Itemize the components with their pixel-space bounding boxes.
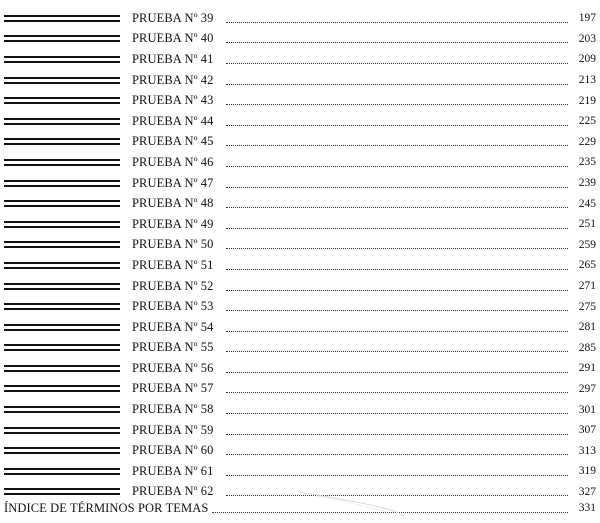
double-rule	[4, 77, 120, 84]
entry-page-number: 225	[578, 115, 596, 128]
rule-line	[4, 308, 120, 310]
dot-leader	[226, 84, 568, 85]
rule-line	[4, 411, 120, 413]
double-rule	[4, 344, 120, 351]
entry-label: PRUEBA Nº 46	[132, 154, 214, 169]
entry-label: PRUEBA Nº 61	[132, 463, 214, 478]
entry-label: PRUEBA Nº 39	[132, 10, 214, 25]
entry-label: PRUEBA Nº 57	[132, 381, 214, 396]
rule-line	[4, 344, 120, 346]
dot-leader	[226, 413, 568, 414]
entry-label: PRUEBA Nº 43	[132, 93, 214, 108]
toc-entry	[0, 338, 600, 359]
toc-entry	[0, 399, 600, 420]
entry-page-number: 197	[578, 12, 596, 25]
double-rule	[4, 241, 120, 248]
entry-label: PRUEBA Nº 62	[132, 484, 214, 499]
rule-line	[4, 365, 120, 367]
entry-page-number: 203	[578, 32, 596, 45]
dot-leader	[226, 166, 568, 167]
toc-entry	[0, 440, 600, 461]
rule-line	[4, 385, 120, 387]
entry-label: PRUEBA Nº 47	[132, 175, 214, 190]
toc-entry	[0, 132, 600, 153]
index-label: ÍNDICE DE TÉRMINOS POR TEMAS	[4, 500, 209, 515]
double-rule	[4, 15, 120, 22]
toc-entry	[0, 173, 600, 194]
rule-line	[4, 35, 120, 37]
dot-leader	[226, 125, 568, 126]
rule-line	[4, 473, 120, 475]
rule-line	[4, 241, 120, 243]
entry-label: PRUEBA Nº 58	[132, 402, 214, 417]
entry-page-number: 219	[578, 94, 596, 107]
entry-page-number: 209	[578, 53, 596, 66]
entry-label: PRUEBA Nº 44	[132, 113, 214, 128]
rule-line	[4, 20, 120, 22]
rule-line	[4, 390, 120, 392]
double-rule	[4, 303, 120, 310]
toc-entry	[0, 29, 600, 50]
dot-leader	[212, 512, 568, 513]
dot-leader	[226, 248, 568, 249]
dot-leader	[226, 392, 568, 393]
double-rule	[4, 427, 120, 434]
rule-line	[4, 15, 120, 17]
toc-entry	[0, 461, 600, 482]
dot-leader	[226, 145, 568, 146]
rule-line	[4, 40, 120, 42]
rule-line	[4, 324, 120, 326]
dot-leader	[226, 290, 568, 291]
double-rule	[4, 221, 120, 228]
entry-label: PRUEBA Nº 51	[132, 257, 214, 272]
entry-page-number: 275	[578, 300, 596, 313]
rule-line	[4, 185, 120, 187]
toc-entry	[0, 111, 600, 132]
index-page-number: 331	[578, 502, 596, 514]
double-rule	[4, 97, 120, 104]
entry-label: PRUEBA Nº 41	[132, 51, 214, 66]
dot-leader	[226, 42, 568, 43]
rule-line	[4, 159, 120, 161]
toc-entry	[0, 8, 600, 29]
entry-label: PRUEBA Nº 45	[132, 134, 214, 149]
double-rule	[4, 56, 120, 63]
rule-line	[4, 432, 120, 434]
dot-leader	[226, 475, 568, 476]
toc-entry	[0, 420, 600, 441]
rule-line	[4, 97, 120, 99]
dot-leader	[226, 372, 568, 373]
rule-line	[4, 329, 120, 331]
double-rule	[4, 159, 120, 166]
dot-leader	[226, 269, 568, 270]
toc-entry	[0, 235, 600, 256]
rule-line	[4, 406, 120, 408]
rule-line	[4, 180, 120, 182]
dot-leader	[226, 187, 568, 188]
entry-label: PRUEBA Nº 59	[132, 422, 214, 437]
entry-label: PRUEBA Nº 56	[132, 360, 214, 375]
dot-leader	[226, 434, 568, 435]
toc-entry	[0, 214, 600, 235]
double-rule	[4, 488, 120, 495]
dot-leader	[226, 454, 568, 455]
rule-line	[4, 288, 120, 290]
toc-list	[0, 8, 600, 502]
rule-line	[4, 246, 120, 248]
entry-page-number: 301	[578, 403, 596, 416]
entry-page-number: 291	[578, 362, 596, 375]
toc-entry	[0, 296, 600, 317]
entry-label: PRUEBA Nº 53	[132, 299, 214, 314]
double-rule	[4, 324, 120, 331]
toc-entry	[0, 193, 600, 214]
rule-line	[4, 493, 120, 495]
toc-entry	[0, 70, 600, 91]
entry-page-number: 265	[578, 259, 596, 272]
toc-entry	[0, 90, 600, 111]
rule-line	[4, 427, 120, 429]
dot-leader	[226, 22, 568, 23]
rule-line	[4, 118, 120, 120]
dot-leader	[226, 228, 568, 229]
rule-line	[4, 447, 120, 449]
rule-line	[4, 138, 120, 140]
entry-label: PRUEBA Nº 60	[132, 443, 214, 458]
entry-label: PRUEBA Nº 40	[132, 31, 214, 46]
double-rule	[4, 447, 120, 454]
toc-entry	[0, 152, 600, 173]
toc-entry	[0, 49, 600, 70]
entry-page-number: 239	[578, 177, 596, 190]
entry-page-number: 235	[578, 156, 596, 169]
entry-page-number: 285	[578, 341, 596, 354]
entry-label: PRUEBA Nº 54	[132, 319, 214, 334]
rule-line	[4, 123, 120, 125]
rule-line	[4, 488, 120, 490]
entry-page-number: 259	[578, 238, 596, 251]
double-rule	[4, 200, 120, 207]
toc-index-row	[0, 498, 600, 518]
entry-page-number: 313	[578, 444, 596, 457]
double-rule	[4, 35, 120, 42]
rule-line	[4, 77, 120, 79]
entry-label: PRUEBA Nº 48	[132, 196, 214, 211]
rule-line	[4, 226, 120, 228]
entry-label: PRUEBA Nº 49	[132, 216, 214, 231]
rule-line	[4, 56, 120, 58]
rule-line	[4, 452, 120, 454]
toc-entry	[0, 317, 600, 338]
entry-page-number: 245	[578, 197, 596, 210]
rule-line	[4, 205, 120, 207]
toc-entry	[0, 276, 600, 297]
toc-entry	[0, 255, 600, 276]
dot-leader	[226, 331, 568, 332]
double-rule	[4, 468, 120, 475]
toc-entry	[0, 379, 600, 400]
entry-page-number: 327	[578, 485, 596, 498]
rule-line	[4, 221, 120, 223]
double-rule	[4, 180, 120, 187]
rule-line	[4, 370, 120, 372]
rule-line	[4, 468, 120, 470]
dot-leader	[226, 351, 568, 352]
rule-line	[4, 143, 120, 145]
rule-line	[4, 61, 120, 63]
entry-page-number: 271	[578, 280, 596, 293]
rule-line	[4, 262, 120, 264]
rule-line	[4, 200, 120, 202]
rule-line	[4, 349, 120, 351]
double-rule	[4, 406, 120, 413]
toc-entry	[0, 358, 600, 379]
double-rule	[4, 385, 120, 392]
dot-leader	[226, 207, 568, 208]
rule-line	[4, 164, 120, 166]
double-rule	[4, 283, 120, 290]
rule-line	[4, 303, 120, 305]
dot-leader	[226, 310, 568, 311]
double-rule	[4, 262, 120, 269]
rule-line	[4, 283, 120, 285]
entry-page-number: 319	[578, 465, 596, 478]
rule-line	[4, 82, 120, 84]
entry-label: PRUEBA Nº 50	[132, 237, 214, 252]
dot-leader	[226, 63, 568, 64]
dot-leader	[226, 104, 568, 105]
entry-page-number: 229	[578, 135, 596, 148]
entry-page-number: 213	[578, 74, 596, 87]
entry-label: PRUEBA Nº 55	[132, 340, 214, 355]
double-rule	[4, 138, 120, 145]
entry-label: PRUEBA Nº 52	[132, 278, 214, 293]
dot-leader	[226, 495, 568, 496]
entry-page-number: 297	[578, 382, 596, 395]
double-rule	[4, 365, 120, 372]
entry-label: PRUEBA Nº 42	[132, 72, 214, 87]
rule-line	[4, 102, 120, 104]
double-rule	[4, 118, 120, 125]
entry-page-number: 281	[578, 321, 596, 334]
entry-page-number: 251	[578, 218, 596, 231]
entry-page-number: 307	[578, 424, 596, 437]
rule-line	[4, 267, 120, 269]
